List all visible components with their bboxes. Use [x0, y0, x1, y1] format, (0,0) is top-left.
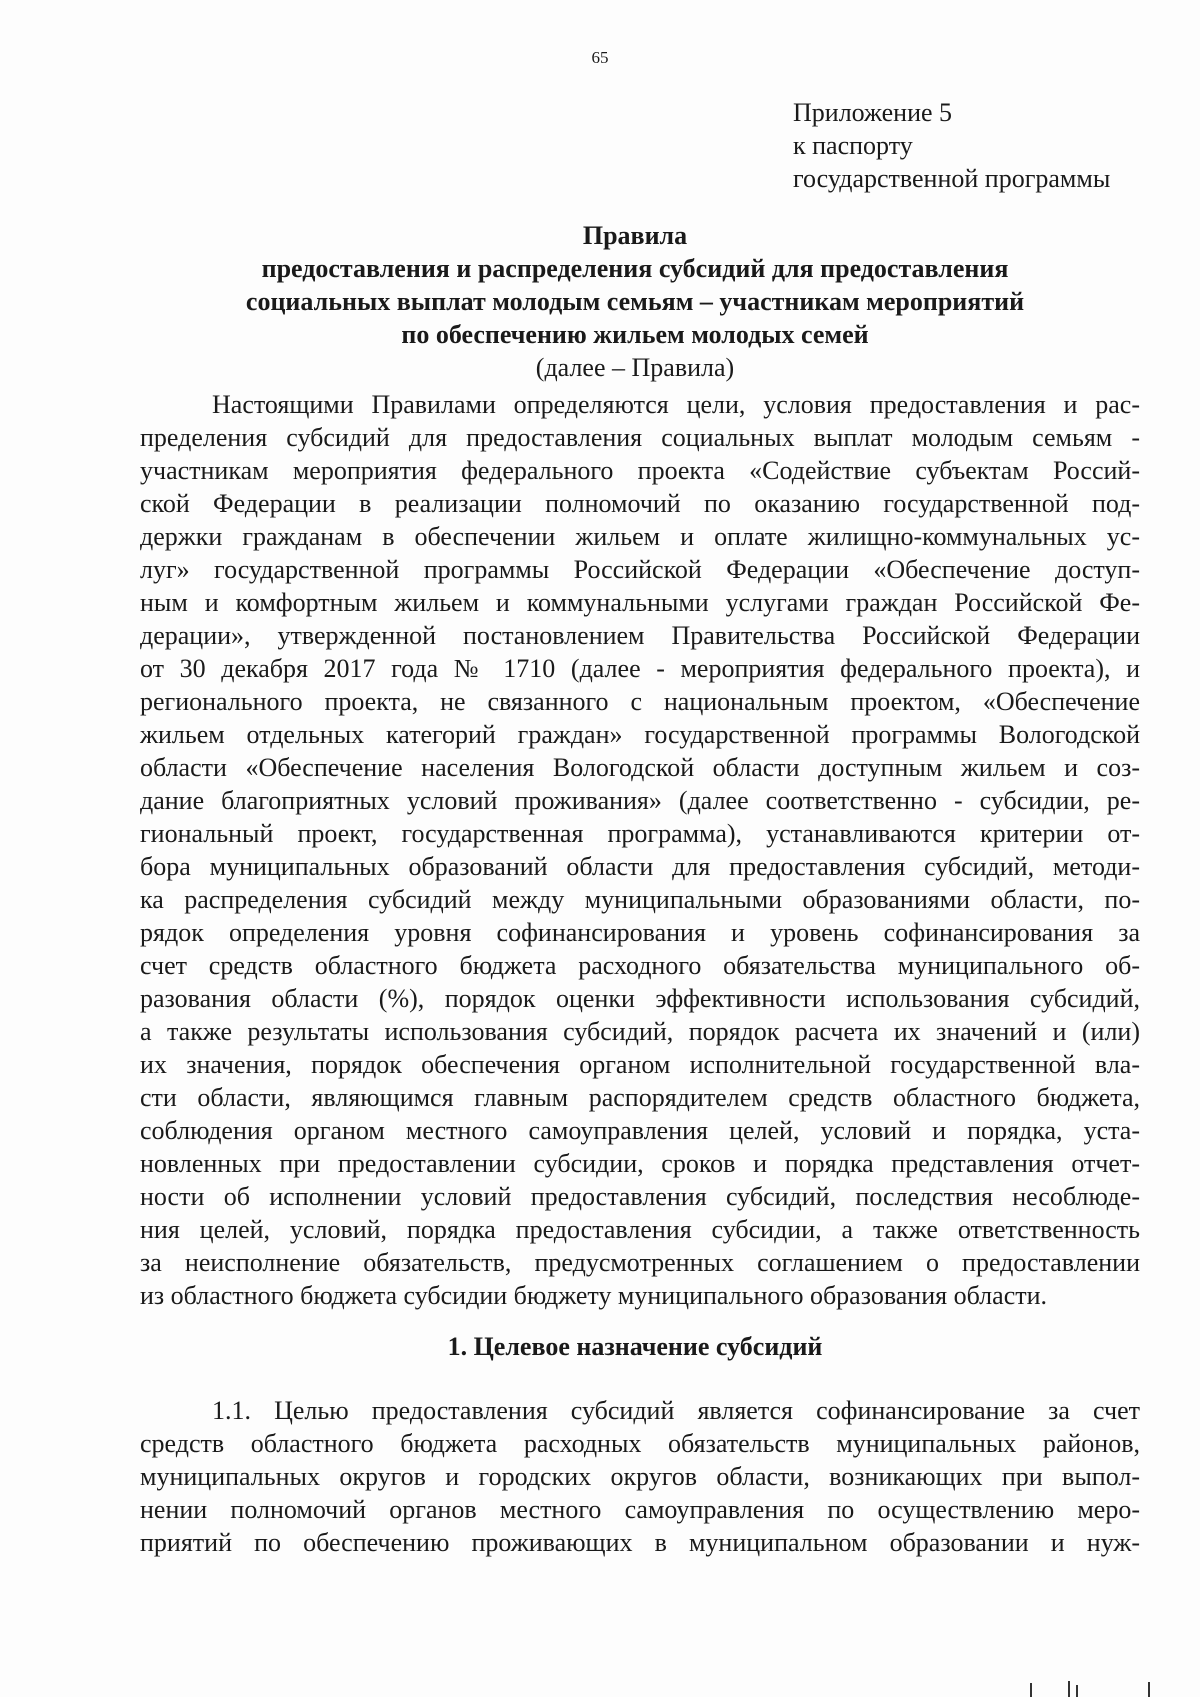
document-title — [130, 219, 1140, 384]
title-subtitle-line: социальных выплат молодым семьям – участникам мероприятий — [245, 287, 1025, 316]
title-note: (далее – Правила) — [535, 353, 735, 382]
text-line: муниципальных округов и городских округов области, возникающих при выпол- — [140, 1462, 1140, 1491]
text-line: ской Федерации в реализации полномочий по оказанию государственной под- — [140, 489, 1140, 518]
text-line: рядок определения уровня софинансирования и уровень софинансирования за — [140, 918, 1140, 947]
title-subtitle-line: по обеспечению жильем молодых семей — [401, 320, 869, 349]
text-line: от 30 декабря 2017 года № 1710 (далее - мероприятия федерального проекта), и — [140, 654, 1140, 683]
text-line: ным и комфортным жильем и коммунальными услугами граждан Российской Фе- — [140, 588, 1140, 617]
text-line: гиональный проект, государственная программа), устанавливаются критерии от- — [140, 819, 1140, 848]
text-line: ка распределения субсидий между муниципальными образованиями области, по- — [140, 885, 1140, 914]
appendix-line: к паспорту — [793, 131, 913, 160]
text-line: средств областного бюджета расходных обязательств муниципальных районов, — [140, 1429, 1140, 1458]
text-line: луг» государственной программы Российской Федерации «Обеспечение доступ- — [140, 555, 1140, 584]
text-line: дерации», утвержденной постановлением Правительства Российской Федерации — [140, 621, 1140, 650]
text-line: приятий по обеспечению проживающих в муниципальном образовании и нуж- — [140, 1528, 1140, 1557]
text-line: сти области, являющимся главным распорядителем средств областного бюджета, — [140, 1083, 1140, 1112]
scan-edge-marks — [1020, 1679, 1160, 1697]
intro-paragraph — [140, 388, 1140, 1312]
text-line: держки гражданам в обеспечении жильем и оплате жилищно-коммунальных ус- — [140, 522, 1140, 551]
text-line: из областного бюджета субсидии бюджету муниципального образования области. — [140, 1281, 1048, 1310]
title-heading: Правила — [582, 221, 688, 250]
appendix-line: Приложение 5 — [793, 98, 953, 127]
title-subtitle-line: предоставления и распределения субсидий для предоставления — [261, 254, 1009, 283]
text-line: их значения, порядок обеспечения органом исполнительной государственной вла- — [140, 1050, 1140, 1079]
text-line: регионального проекта, не связанного с национальным проектом, «Обеспечение — [140, 687, 1140, 716]
text-line: счет средств областного бюджета расходного обязательства муниципального об- — [140, 951, 1140, 980]
text-line: пределения субсидий для предоставления социальных выплат молодым семьям - — [140, 423, 1140, 452]
text-line: области «Обеспечение населения Вологодской области доступным жильем и соз- — [140, 753, 1140, 782]
appendix-line: государственной программы — [793, 164, 1111, 193]
text-line: жильем отдельных категорий граждан» государственной программы Вологодской — [140, 720, 1140, 749]
text-line: соблюдения органом местного самоуправления целей, условий и порядка, уста- — [140, 1116, 1140, 1145]
text-line: бора муниципальных образований области для предоставления субсидий, методи- — [140, 852, 1140, 881]
section-heading: 1. Целевое назначение субсидий — [447, 1332, 823, 1361]
page-number: 65 — [591, 48, 609, 67]
text-line: ности об исполнении условий предоставления субсидий, последствия несоблюде- — [140, 1182, 1140, 1211]
text-line: ния целей, условий, порядка предоставления субсидии, а также ответственность — [140, 1215, 1140, 1244]
text-line: разования области (%), порядок оценки эффективности использования субсидий, — [140, 984, 1140, 1013]
text-line: 1.1. Целью предоставления субсидий является софинансирование за счет — [212, 1396, 1140, 1425]
text-line: дание благоприятных условий проживания» (далее соответственно - субсидии, ре- — [140, 786, 1140, 815]
text-line: Настоящими Правилами определяются цели, условия предоставления и рас- — [212, 390, 1140, 419]
text-line: за неисполнение обязательств, предусмотренных соглашением о предоставлении — [140, 1248, 1140, 1277]
section-paragraph — [140, 1394, 1140, 1559]
appendix-reference — [793, 96, 1153, 195]
text-line: участникам мероприятия федерального проекта «Содействие субъектам Россий- — [140, 456, 1140, 485]
text-line: нении полномочий органов местного самоуправления по осуществлению меро- — [140, 1495, 1140, 1524]
text-line: а также результаты использования субсидий, порядок расчета их значений и (или) — [140, 1017, 1140, 1046]
text-line: новленных при предоставлении субсидии, сроков и порядка представления отчет- — [140, 1149, 1140, 1178]
